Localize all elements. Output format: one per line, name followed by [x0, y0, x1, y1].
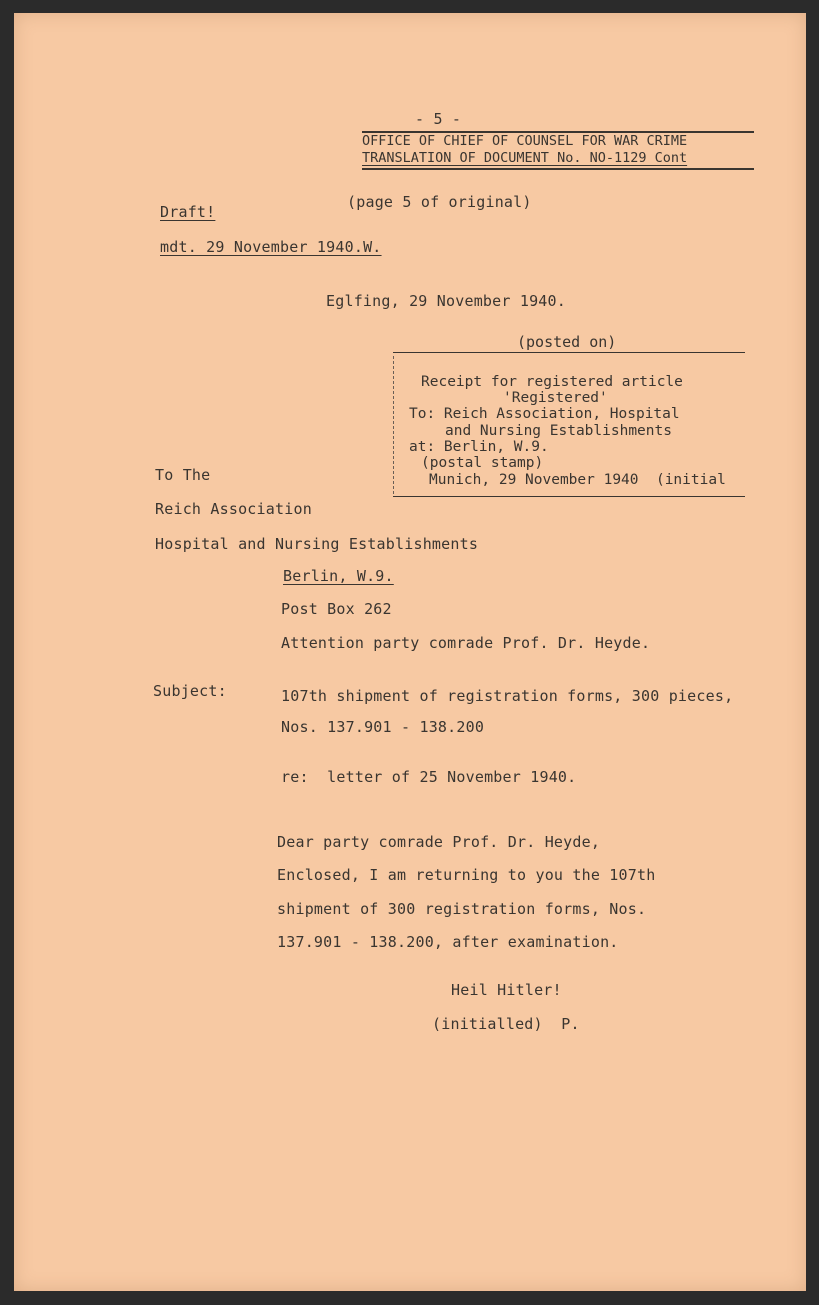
subject-line1: 107th shipment of registration forms, 300 pieces, [281, 687, 734, 705]
salutation: Dear party comrade Prof. Dr. Heyde, [277, 833, 601, 851]
body-line1: Enclosed, I am returning to you the 107th [277, 866, 656, 884]
address-city: Berlin, W.9. [283, 567, 394, 585]
receipt-bottom-rule [393, 496, 745, 497]
re-line: re: letter of 25 November 1940. [281, 768, 577, 786]
body-line3: 137.901 - 138.200, after examination. [277, 933, 619, 951]
place-date: Eglfing, 29 November 1940. [326, 292, 566, 310]
receipt-top-rule [393, 352, 745, 353]
receipt-box [393, 333, 745, 498]
office-line: OFFICE OF CHIEF OF COUNSEL FOR WAR CRIME [362, 131, 754, 150]
receipt-line: Receipt for registered article [421, 374, 683, 390]
body-line2: shipment of 300 registration forms, Nos. [277, 900, 647, 918]
receipt-title: (posted on) [517, 333, 617, 351]
document-header [362, 131, 754, 170]
address-box: Post Box 262 [281, 600, 392, 618]
receipt-side-rule [393, 356, 394, 494]
mdt-line: mdt. 29 November 1940.W. [160, 238, 382, 256]
receipt-line: 'Registered' [503, 390, 608, 406]
page-number: - 5 - [415, 110, 462, 128]
receipt-line: To: Reich Association, Hospital [409, 406, 680, 422]
receipt-line: at: Berlin, W.9. [409, 439, 549, 455]
address-line1: Reich Association [155, 500, 312, 518]
receipt-line: (postal stamp) [421, 455, 544, 471]
closing: Heil Hitler! [451, 981, 562, 999]
address-line2: Hospital and Nursing Establishments [155, 535, 479, 553]
address-attention: Attention party comrade Prof. Dr. Heyde. [281, 634, 651, 652]
address-to: To The [155, 466, 211, 484]
receipt-line: and Nursing Establishments [445, 423, 672, 439]
draft-label: Draft! [160, 203, 216, 221]
subject-line2: Nos. 137.901 - 138.200 [281, 718, 485, 736]
translation-line: TRANSLATION OF DOCUMENT No. NO-1129 Cont [362, 150, 754, 170]
receipt-line: Munich, 29 November 1940 (initial [429, 472, 726, 488]
subject-label: Subject: [153, 682, 227, 700]
page-note: (page 5 of original) [347, 193, 532, 211]
initials: (initialled) P. [432, 1015, 580, 1033]
